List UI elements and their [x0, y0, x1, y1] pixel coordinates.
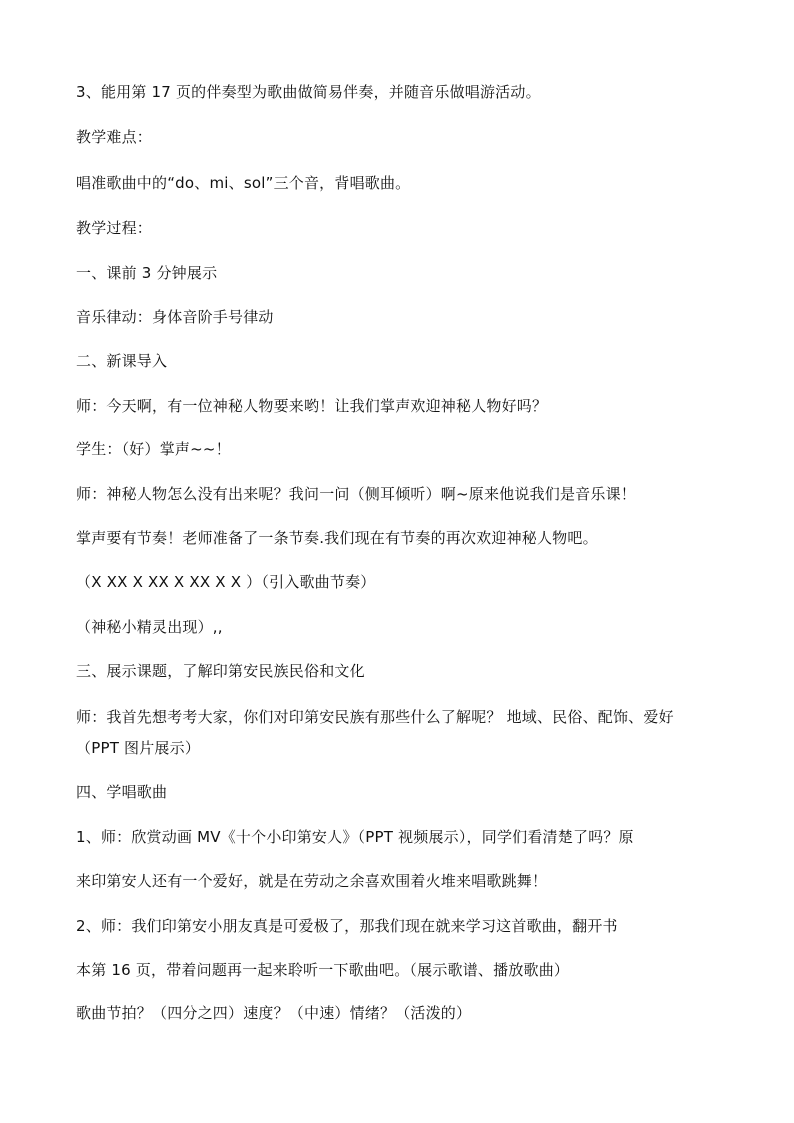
text-line: 师：神秘人物怎么没有出来呢？我问一问（侧耳倾听）啊~原来他说我们是音乐课！ — [76, 485, 636, 503]
text-line: 师：我首先想考考大家，你们对印第安民族有那些什么了解呢？ 地域、民俗、配饰、爱好 — [76, 708, 674, 726]
text-line: 唱准歌曲中的“do、mi、sol”三个音，背唱歌曲。 — [76, 174, 411, 192]
section-heading: 二、新课导入 — [76, 352, 168, 370]
section-heading: 教学难点： — [76, 128, 153, 146]
rhythm-notation: （X XX X XX X XX X X ）（引入歌曲节奏） — [76, 573, 376, 591]
text-line: 2、师：我们印第安小朋友真是可爱极了，那我们现在就来学习这首歌曲，翻开书 — [76, 917, 618, 935]
text-line: 学生：（好）掌声~~！ — [76, 440, 231, 458]
text-line: 本第 16 页，带着问题再一起来聆听一下歌曲吧。（展示歌谱、播放歌曲） — [76, 961, 570, 979]
text-line: 音乐律动：身体音阶手号律动 — [76, 308, 274, 326]
section-heading: 三、展示课题，了解印第安民族民俗和文化 — [76, 662, 365, 680]
text-line: 3、能用第 17 页的伴奏型为歌曲做简易伴奏，并随音乐做唱游活动。 — [76, 83, 541, 101]
section-heading: 一、课前 3 分钟展示 — [76, 264, 218, 282]
text-line: 掌声要有节奏！老师准备了一条节奏.我们现在有节奏的再次欢迎神秘人物吧。 — [76, 529, 598, 547]
text-line: 来印第安人还有一个爱好，就是在劳动之余喜欢围着火堆来唱歌跳舞！ — [76, 872, 548, 890]
text-line: 歌曲节拍？（四分之四）速度？（中速）情绪？（活泼的） — [76, 1004, 472, 1022]
text-line: 师：今天啊，有一位神秘人物要来哟！让我们掌声欢迎神秘人物好吗？ — [76, 397, 548, 415]
text-line: （神秘小精灵出现）,, — [76, 618, 223, 636]
text-line: 1、师：欣赏动画 MV《十个小印第安人》（PPT 视频展示），同学们看清楚了吗？原 — [76, 828, 634, 846]
section-heading: 四、学唱歌曲 — [76, 783, 168, 801]
text-line: （PPT 图片展示） — [76, 739, 201, 757]
section-heading: 教学过程： — [76, 219, 153, 237]
